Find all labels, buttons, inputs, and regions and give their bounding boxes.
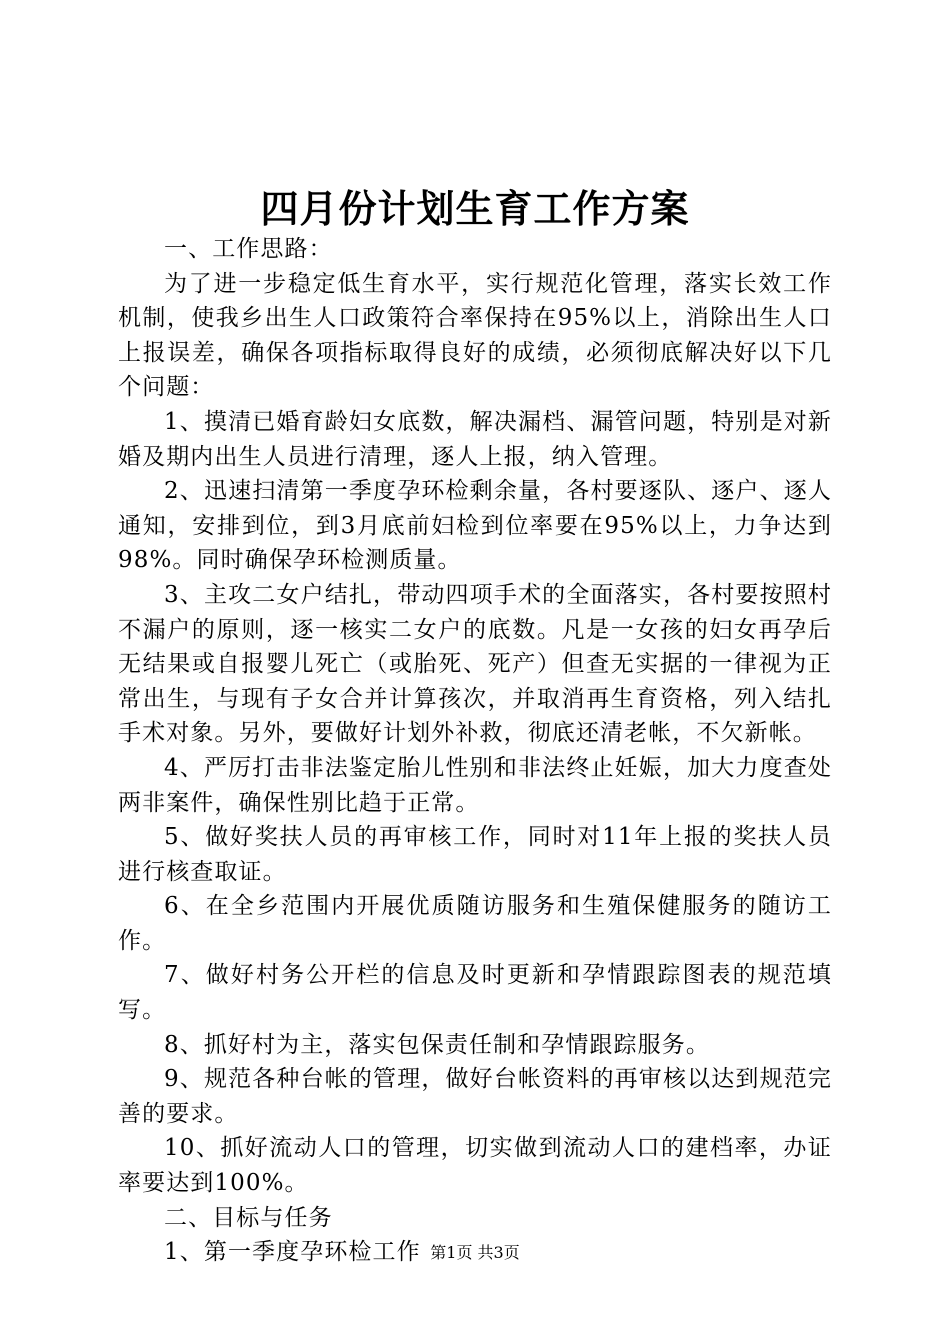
- list-item: 7、做好村务公开栏的信息及时更新和孕情跟踪图表的规范填写。: [118, 962, 832, 1024]
- list-item: 3、主攻二女户结扎，带动四项手术的全面落实，各村要按照村不漏户的原则，逐一核实二女户的底数。凡是一女孩的妇女再孕后无结果或自报婴儿死亡（或胎死、死产）但查无实据的一律视为正常出生，与现有子女合并计算孩次，并取消再生育资格，列入结扎手术对象。另外，要做好计划外补救，彻底还清老帐，不欠新帐。: [118, 581, 832, 747]
- list-item: 10、抓好流动人口的管理，切实做到流动人口的建档率，办证率要达到100%。: [118, 1135, 832, 1197]
- list-item: 5、做好奖扶人员的再审核工作，同时对11年上报的奖扶人员进行核查取证。: [118, 824, 832, 885]
- page-footer: 第1页 共3页: [430, 1243, 520, 1262]
- list-item: 1、摸清已婚育龄妇女底数，解决漏档、漏管问题，特别是对新婚及期内出生人员进行清理，逐人上报，纳入管理。: [118, 408, 832, 470]
- list-item: 4、严厉打击非法鉴定胎儿性别和非法终止妊娠，加大力度查处两非案件，确保性别比趋于正常。: [118, 754, 832, 816]
- list-item: 8、抓好村为主，落实包保责任制和孕情跟踪服务。: [164, 1031, 710, 1058]
- document-title: 四月份计划生育工作方案: [260, 186, 690, 231]
- list-item: 2、迅速扫清第一季度孕环检剩余量，各村要逐队、逐户、逐人通知，安排到位，到3月底前妇检到位率要在95%以上，力争达到98%。同时确保孕环检测质量。: [118, 478, 832, 574]
- section-heading: 一、工作思路：: [164, 236, 333, 262]
- section-heading: 二、目标与任务: [164, 1204, 333, 1231]
- list-item: 6、在全乡范围内开展优质随访服务和生殖保健服务的随访工作。: [118, 893, 832, 954]
- paragraph: 为了进一步稳定低生育水平，实行规范化管理，落实长效工作机制，使我乡出生人口政策符合率保持在95%以上，消除出生人口上报误差，确保各项指标取得良好的成绩，必须彻底解决好以下几个问题：: [118, 270, 832, 401]
- list-item: 1、第一季度孕环检工作: [164, 1239, 421, 1266]
- document-body: [118, 232, 832, 1270]
- list-item: 9、规范各种台帐的管理，做好台帐资料的再审核以达到规范完善的要求。: [118, 1066, 832, 1127]
